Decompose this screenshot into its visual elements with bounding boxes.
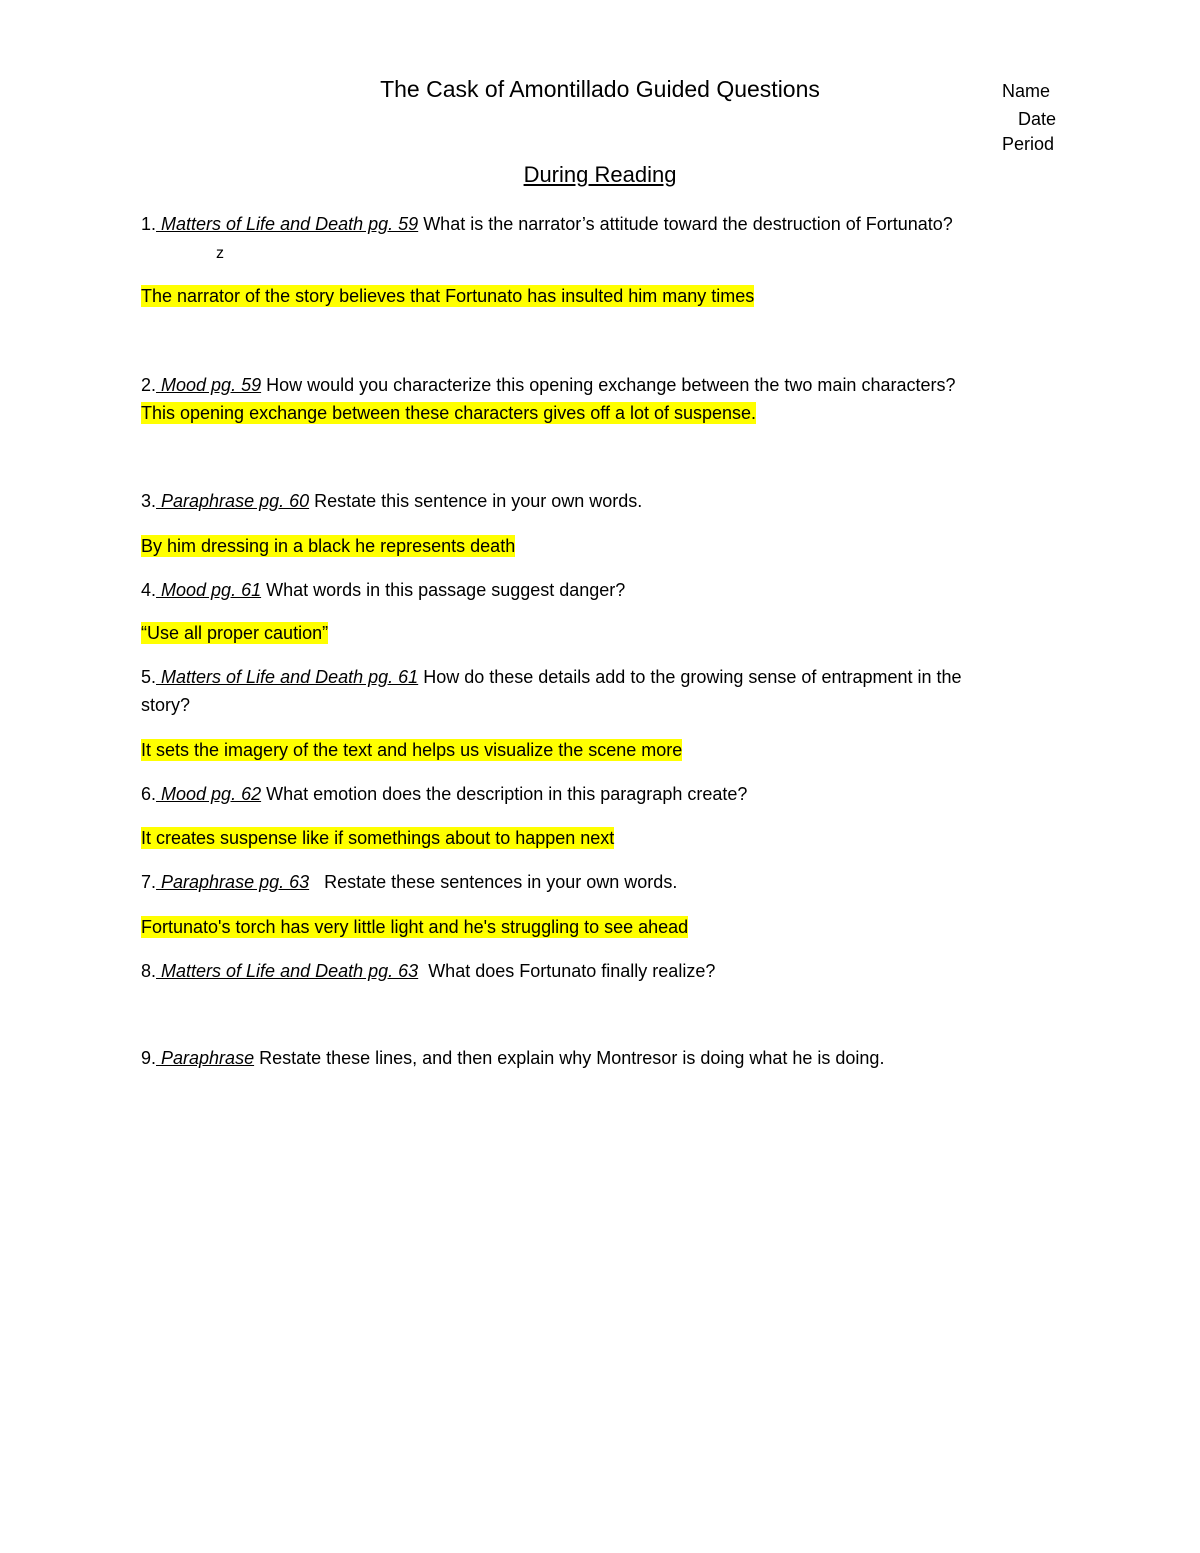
- question-reference: Mood pg. 59: [156, 375, 262, 395]
- question-1: [141, 212, 953, 236]
- question-prompt: What does Fortunato finally realize?: [418, 961, 716, 981]
- question-reference: Matters of Life and Death pg. 63: [156, 961, 419, 981]
- answer-2: [141, 401, 756, 425]
- answer-7: [141, 915, 688, 939]
- question-prompt: How do these details add to the growing sense of entrapment in the: [418, 667, 962, 687]
- answer-text: It sets the imagery of the text and helps us visualize the scene more: [141, 740, 683, 760]
- question-4: [141, 578, 625, 602]
- question-6: [141, 782, 747, 806]
- question-prompt: What emotion does the description in this paragraph create?: [261, 784, 748, 804]
- question-reference: Paraphrase pg. 63: [156, 872, 310, 892]
- question-prompt: Restate these sentences in your own words.: [309, 872, 678, 892]
- question-prompt: What is the narrator’s attitude toward the destruction of Fortunato?: [418, 214, 953, 234]
- question-reference: Matters of Life and Death pg. 59: [156, 214, 419, 234]
- question-number: 6.: [141, 784, 157, 804]
- question-2: [141, 373, 956, 397]
- question-reference: Paraphrase pg. 60: [156, 491, 310, 511]
- answer-text: By him dressing in a black he represents death: [141, 536, 516, 556]
- answer-5: [141, 738, 682, 762]
- question-number: 8.: [141, 961, 157, 981]
- question-number: 2.: [141, 375, 157, 395]
- question-reference: Mood pg. 61: [156, 580, 262, 600]
- question-7: [141, 870, 677, 894]
- question-number: 5.: [141, 667, 157, 687]
- question-8: [141, 959, 715, 983]
- name-label: Name: [1002, 81, 1051, 101]
- answer-4: [141, 621, 328, 645]
- question-5: [141, 665, 962, 689]
- question-number: 1.: [141, 214, 157, 234]
- answer-text: This opening exchange between these characters gives off a lot of suspense.: [141, 403, 757, 423]
- answer-1: [141, 284, 754, 308]
- question-prompt: Restate these lines, and then explain why Montresor is doing what he is doing.: [254, 1048, 885, 1068]
- question-number: 7.: [141, 872, 157, 892]
- question-prompt: What words in this passage suggest danger?: [261, 580, 626, 600]
- answer-6: [141, 826, 614, 850]
- section-heading: During Reading: [523, 162, 677, 187]
- answer-text: “Use all proper caution”: [141, 623, 329, 643]
- answer-text: Fortunato's torch has very little light and he's struggling to see ahead: [141, 917, 689, 937]
- question-reference: Mood pg. 62: [156, 784, 262, 804]
- stray-mark: z: [216, 245, 224, 262]
- period-label: Period: [1002, 134, 1055, 154]
- question-prompt: How would you characterize this opening exchange between the two main characters?: [261, 375, 956, 395]
- question-number: 3.: [141, 491, 157, 511]
- question-reference: Paraphrase: [156, 1048, 255, 1068]
- answer-3: [141, 534, 515, 558]
- question-prompt-continued: story?: [141, 695, 191, 715]
- answer-text: The narrator of the story believes that Fortunato has insulted him many times: [141, 286, 755, 306]
- date-label: Date: [1018, 109, 1057, 129]
- document-title: The Cask of Amontillado Guided Questions: [380, 76, 820, 102]
- question-number: 4.: [141, 580, 157, 600]
- question-3: [141, 489, 642, 513]
- question-prompt: Restate this sentence in your own words.: [309, 491, 643, 511]
- answer-text: It creates suspense like if somethings about to happen next: [141, 828, 615, 848]
- question-number: 9.: [141, 1048, 157, 1068]
- question-reference: Matters of Life and Death pg. 61: [156, 667, 419, 687]
- question-5-continued: [141, 693, 190, 717]
- question-9: [141, 1046, 884, 1070]
